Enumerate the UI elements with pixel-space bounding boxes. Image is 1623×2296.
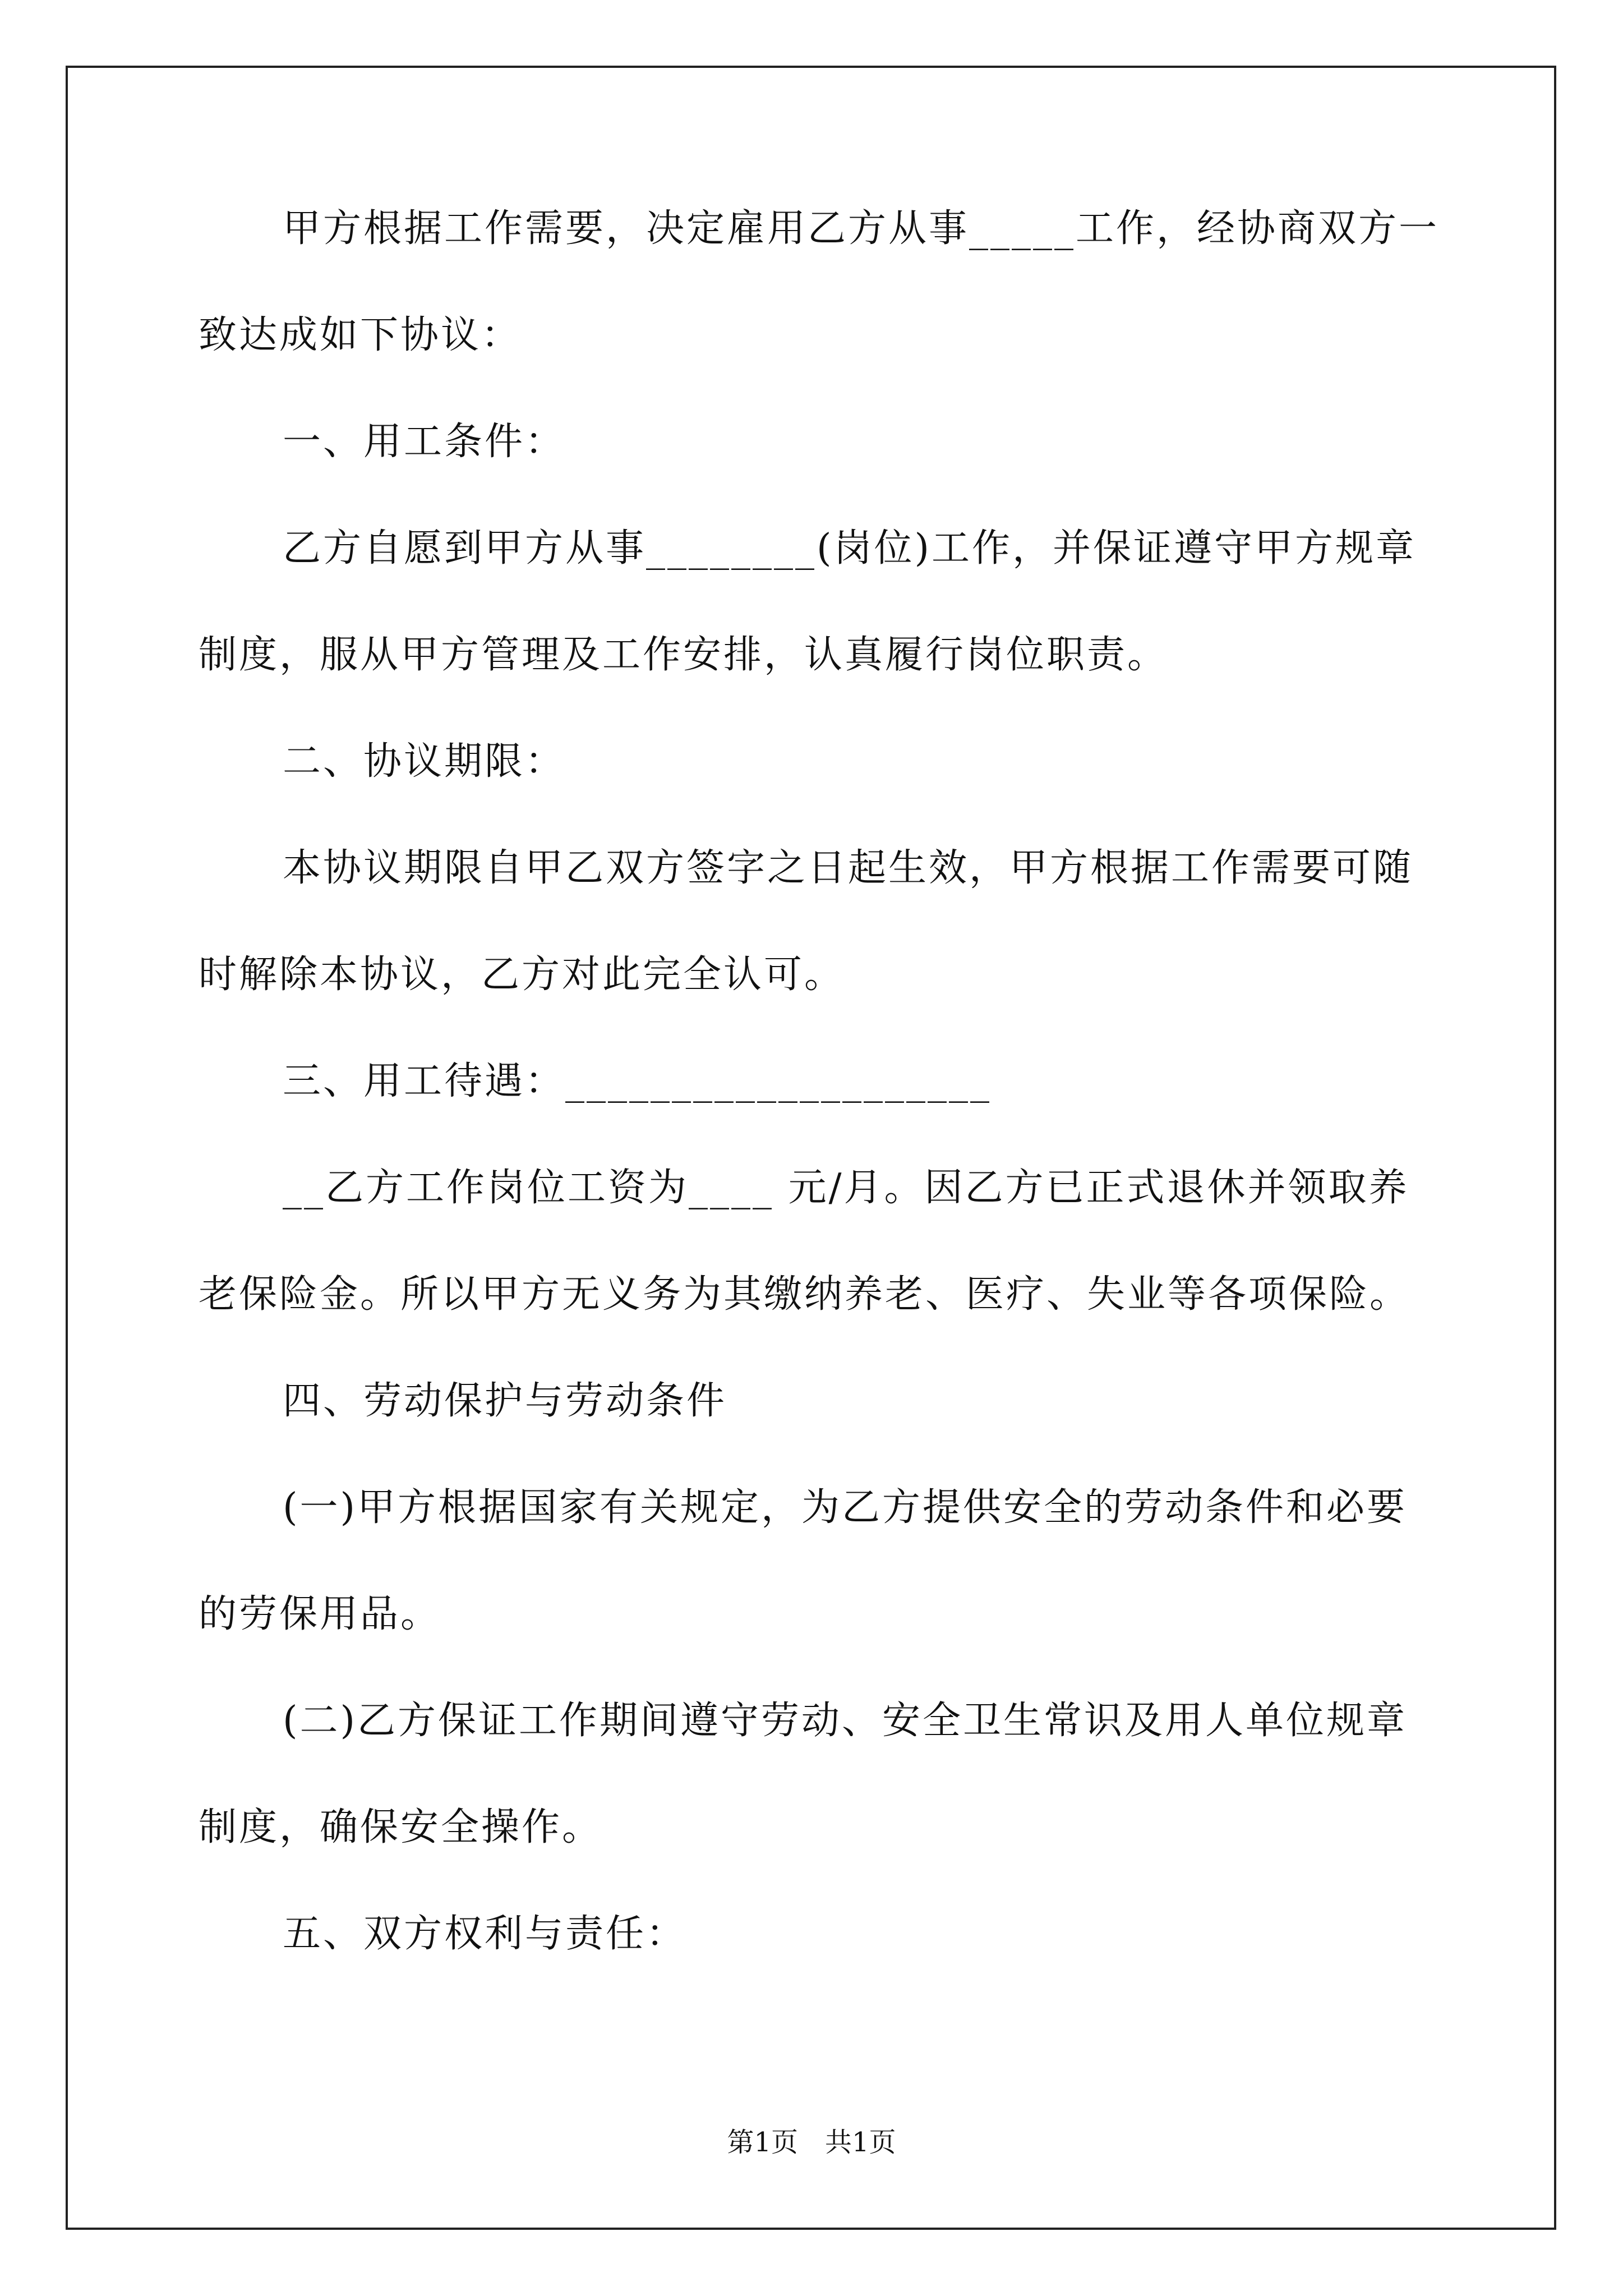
paragraph-intro-line2: 致达成如下协议： <box>199 313 522 357</box>
paragraph-4a-line2: 的劳保用品。 <box>199 1592 441 1636</box>
section-heading-4: 四、劳动保护与劳动条件 <box>283 1379 727 1423</box>
section-heading-5: 五、双方权利与责任： <box>283 1912 687 1956</box>
paragraph-2-line1: 本协议期限自甲乙双方签字之日起生效，甲方根据工作需要可随 <box>283 846 1414 890</box>
paragraph-4a-line1: (一)甲方根据国家有关规定，为乙方提供安全的劳动条件和必要 <box>283 1485 1408 1530</box>
paragraph-4b-line1: (二)乙方保证工作期间遵守劳动、安全卫生常识及用人单位规章 <box>283 1699 1408 1743</box>
page-border <box>66 66 1556 2230</box>
section-heading-1: 一、用工条件： <box>283 420 566 464</box>
paragraph-intro-line1: 甲方根据工作需要，决定雇用乙方从事_____工作，经协商双方一 <box>283 206 1440 251</box>
section-heading-2: 二、协议期限： <box>283 739 566 784</box>
paragraph-1-line1: 乙方自愿到甲方从事________(岗位)工作，并保证遵守甲方规章 <box>283 526 1417 570</box>
paragraph-4b-line2: 制度，确保安全操作。 <box>199 1805 603 1849</box>
section-heading-3: 三、用工待遇：____________________ <box>283 1059 992 1103</box>
paragraph-2-line2: 时解除本协议，乙方对此完全认可。 <box>199 953 845 997</box>
page-number-footer: 第1页 共1页 <box>727 2127 896 2158</box>
paragraph-3-line2: 老保险金。所以甲方无义务为其缴纳养老、医疗、失业等各项保险。 <box>199 1272 1410 1317</box>
paragraph-3-line1: __乙方工作岗位工资为____ 元/月。因乙方已正式退休并领取养 <box>283 1166 1409 1210</box>
paragraph-1-line2: 制度，服从甲方管理及工作安排，认真履行岗位职责。 <box>199 633 1168 677</box>
